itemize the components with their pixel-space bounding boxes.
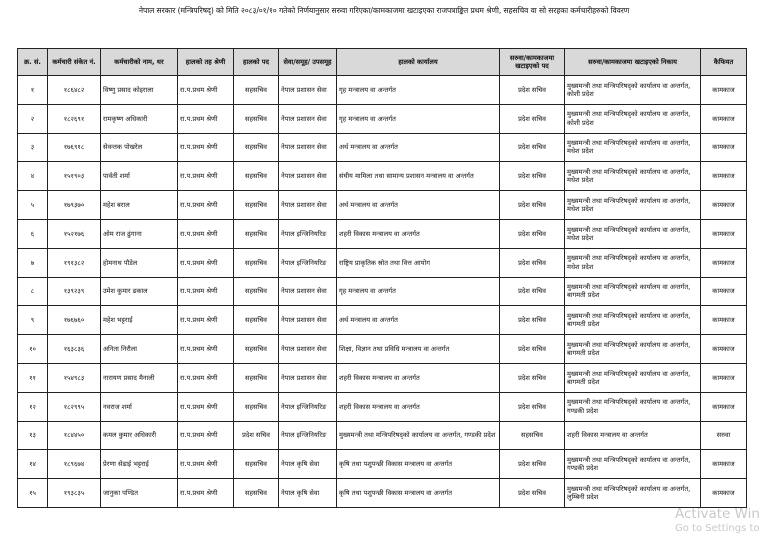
cell-level: रा.प.प्रथम श्रेणी [178,450,234,479]
cell-office: शिक्षा, विज्ञान तथा प्रविधि मन्त्रालय वा अन्तर्गत [337,335,500,364]
cell-code: १८४४५० [48,421,101,450]
cell-service: नेपाल कृषि सेवा [279,479,337,508]
cell-post: सहसचिव [234,392,279,421]
column-header-new-office: सरुवा/कामकाजमा खटाइएको निकाय [565,49,701,76]
cell-post: सहसचिव [234,363,279,392]
cell-sn: १२ [18,392,48,421]
cell-level: रा.प.प्रथम श्रेणी [178,104,234,133]
cell-office: राष्ट्रिय प्राकृतिक स्रोत तथा वित्त आयोग [337,248,500,277]
table-row [18,76,747,105]
cell-name: ओम राज ढुंगाना [101,219,178,248]
cell-new-post: प्रदेश सचिव [500,248,565,277]
cell-level: रा.प.प्रथम श्रेणी [178,133,234,162]
cell-remarks: कामकाज [701,219,747,248]
cell-office: शहरी विकास मन्त्रालय वा अन्तर्गत [337,392,500,421]
cell-post: सहसचिव [234,104,279,133]
cell-remarks: कामकाज [701,248,747,277]
cell-name: महेश बराल [101,191,178,220]
table-row [18,392,747,421]
cell-name: नारायण प्रसाद मैनाली [101,363,178,392]
cell-remarks: कामकाज [701,450,747,479]
cell-level: रा.प.प्रथम श्रेणी [178,421,234,450]
cell-new-post: प्रदेश सचिव [500,191,565,220]
cell-sn: ८ [18,277,48,306]
cell-service: नेपाल प्रशासन सेवा [279,76,337,105]
cell-sn: ११ [18,363,48,392]
cell-office: शहरी विकास मन्त्रालय वा अन्तर्गत [337,219,500,248]
cell-new-post: प्रदेश सचिव [500,479,565,508]
cell-remarks: कामकाज [701,392,747,421]
column-header-office: हालको कार्यालय [337,49,500,76]
table-row [18,162,747,191]
cell-code: १३९२३९ [48,277,101,306]
cell-code: १६३८३६ [48,335,101,364]
cell-name: होमनाथ पौडेल [101,248,178,277]
cell-new-post: प्रदेश सचिव [500,335,565,364]
cell-new-post: प्रदेश सचिव [500,76,565,105]
cell-office: कृषि तथा पशुपन्छी विकास मन्त्रालय वा अन्तर्गत [337,450,500,479]
cell-name: सेवन्तक पोखरेल [101,133,178,162]
cell-service: नेपाल इन्जिनियरिङ [279,248,337,277]
cell-new-post: प्रदेश सचिव [500,277,565,306]
cell-sn: १ [18,76,48,105]
employee-transfer-table [17,48,747,508]
cell-sn: ४ [18,162,48,191]
column-header-new-post: सरुवा/कामकाजमा खटाइएको पद [500,49,565,76]
cell-post: सहसचिव [234,76,279,105]
cell-post: सहसचिव [234,277,279,306]
table-row [18,421,747,450]
cell-new-post: प्रदेश सचिव [500,104,565,133]
cell-sn: ३ [18,133,48,162]
cell-remarks: कामकाज [701,363,747,392]
cell-level: रा.प.प्रथम श्रेणी [178,219,234,248]
column-header-code: कर्मचारी संकेत नं. [48,49,101,76]
cell-office: अर्थ मन्त्रालय वा अन्तर्गत [337,191,500,220]
cell-sn: १३ [18,421,48,450]
table-row [18,133,747,162]
cell-name: प्रेरणा सेढाई भट्टराई [101,450,178,479]
cell-post: सहसचिव [234,162,279,191]
cell-service: नेपाल प्रशासन सेवा [279,306,337,335]
cell-post: सहसचिव [234,479,279,508]
cell-name: अनिता निरौला [101,335,178,364]
table-body [18,76,747,508]
cell-post: सहसचिव [234,450,279,479]
cell-new-post: प्रदेश सचिव [500,450,565,479]
table-row [18,450,747,479]
cell-service: नेपाल प्रशासन सेवा [279,277,337,306]
cell-new-post: प्रदेश सचिव [500,392,565,421]
cell-remarks: कामकाज [701,76,747,105]
cell-remarks: कामकाज [701,479,747,508]
cell-post: सहसचिव [234,248,279,277]
cell-name: कमल कुमार अधिकारी [101,421,178,450]
cell-level: रा.प.प्रथम श्रेणी [178,162,234,191]
cell-service: नेपाल कृषि सेवा [279,450,337,479]
cell-sn: ७ [18,248,48,277]
column-header-name: कर्मचारीको नाम, थर [101,49,178,76]
cell-name: पार्वती शर्मा [101,162,178,191]
cell-new-post: प्रदेश सचिव [500,306,565,335]
cell-post: सहसचिव [234,219,279,248]
document-title: नेपाल सरकार (मन्त्रिपरिषद्) को मिति २०८३/०१/१० गतेको निर्णयानुसार सरुवा गरिएका/कामकाजमा खटाइएका राजपत्राङ्कित प्रथम श्रेणी, सहसचिव वा सो सरहका कर्मचारीहरुको विवरण [138,6,630,15]
table-row [18,479,747,508]
cell-new-post: सहसचिव [500,421,565,450]
cell-level: रा.प.प्रथम श्रेणी [178,335,234,364]
cell-code: १९३८३५ [48,479,101,508]
cell-new-office: मुख्यमन्त्री तथा मन्त्रिपरिषद्को कार्यालय वा अन्तर्गत, बागमती प्रदेश [565,363,701,392]
cell-level: रा.प.प्रथम श्रेणी [178,248,234,277]
cell-office: अर्थ मन्त्रालय वा अन्तर्गत [337,306,500,335]
cell-post: प्रदेश सचिव [234,421,279,450]
cell-remarks: कामकाज [701,133,747,162]
cell-office: संघीय मामिला तथा सामान्य प्रशासन मन्त्रालय वा अन्तर्गत [337,162,500,191]
activation-watermark [675,507,760,534]
cell-code: १८९६७४ [48,450,101,479]
cell-office: गृह मन्त्रालय वा अन्तर्गत [337,104,500,133]
cell-office: गृह मन्त्रालय वा अन्तर्गत [337,76,500,105]
table-row [18,219,747,248]
cell-remarks: कामकाज [701,306,747,335]
cell-service: नेपाल इन्जिनियरिङ [279,392,337,421]
cell-name: विष्णु प्रसाद कोइराला [101,76,178,105]
cell-code: १५४९८३ [48,363,101,392]
cell-remarks: कामकाज [701,277,747,306]
cell-service: नेपाल प्रशासन सेवा [279,104,337,133]
cell-code: १७६९१८ [48,133,101,162]
cell-service: नेपाल प्रशासन सेवा [279,191,337,220]
cell-level: रा.प.प्रथम श्रेणी [178,191,234,220]
cell-new-office: शहरी विकास मन्त्रालय वा अन्तर्गत [565,421,701,450]
cell-level: रा.प.प्रथम श्रेणी [178,392,234,421]
cell-service: नेपाल इन्जिनियरिङ [279,219,337,248]
table-row [18,363,747,392]
table-row [18,248,747,277]
cell-new-office: मुख्यमन्त्री तथा मन्त्रिपरिषद्को कार्यालय वा अन्तर्गत, गण्डकी प्रदेश [565,392,701,421]
cell-level: रा.प.प्रथम श्रेणी [178,306,234,335]
cell-code: १८६४८२ [48,76,101,105]
cell-new-office: मुख्यमन्त्री तथा मन्त्रिपरिषद्को कार्यालय वा अन्तर्गत, गण्डकी प्रदेश [565,450,701,479]
cell-sn: ६ [18,219,48,248]
cell-office: शहरी विकास मन्त्रालय वा अन्तर्गत [337,363,500,392]
cell-new-post: प्रदेश सचिव [500,133,565,162]
cell-sn: १० [18,335,48,364]
cell-new-post: प्रदेश सचिव [500,162,565,191]
cell-remarks: सरुवा [701,421,747,450]
cell-post: सहसचिव [234,191,279,220]
table-header-row [18,49,747,76]
cell-service: नेपाल प्रशासन सेवा [279,335,337,364]
table-row [18,277,747,306]
cell-remarks: कामकाज [701,335,747,364]
cell-sn: २ [18,104,48,133]
column-header-remarks: कैफियत [701,49,747,76]
cell-office: कृषि तथा पशुपन्छी विकास मन्त्रालय वा अन्तर्गत [337,479,500,508]
cell-new-post: प्रदेश सचिव [500,363,565,392]
cell-sn: १४ [18,450,48,479]
cell-service: नेपाल प्रशासन सेवा [279,363,337,392]
cell-remarks: कामकाज [701,162,747,191]
cell-new-office: मुख्यमन्त्री तथा मन्त्रिपरिषद्को कार्यालय वा अन्तर्गत, मधेश प्रदेश [565,248,701,277]
cell-new-office: मुख्यमन्त्री तथा मन्त्रिपरिषद्को कार्यालय वा अन्तर्गत, लुम्बिनी प्रदेश [565,479,701,508]
cell-new-office: मुख्यमन्त्री तथा मन्त्रिपरिषद्को कार्यालय वा अन्तर्गत, मधेश प्रदेश [565,162,701,191]
cell-level: रा.प.प्रथम श्रेणी [178,479,234,508]
cell-name: महेश भट्टराई [101,306,178,335]
cell-code: १८२६९१ [48,104,101,133]
cell-level: रा.प.प्रथम श्रेणी [178,76,234,105]
cell-new-office: मुख्यमन्त्री तथा मन्त्रिपरिषद्को कार्यालय वा अन्तर्गत, कोशी प्रदेश [565,104,701,133]
cell-remarks: कामकाज [701,104,747,133]
table-row [18,335,747,364]
column-header-post: हालको पद [234,49,279,76]
cell-code: १८२९९५ [48,392,101,421]
table-row [18,104,747,133]
cell-code: १७९३७० [48,191,101,220]
cell-sn: ५ [18,191,48,220]
cell-office: मुख्यमन्त्री तथा मन्त्रिपरिषद्को कार्यालय वा अन्तर्गत, गण्डकी प्रदेश [337,421,500,450]
watermark-line-1: Activate Win [675,505,760,522]
table-row [18,306,747,335]
cell-service: नेपाल इन्जिनियरिङ [279,421,337,450]
cell-remarks: कामकाज [701,191,747,220]
column-header-sn: क्र. सं. [18,49,48,76]
cell-new-office: मुख्यमन्त्री तथा मन्त्रिपरिषद्को कार्यालय वा अन्तर्गत, मधेश प्रदेश [565,191,701,220]
cell-new-office: मुख्यमन्त्री तथा मन्त्रिपरिषद्को कार्यालय वा अन्तर्गत, कोशी प्रदेश [565,76,701,105]
cell-new-office: मुख्यमन्त्री तथा मन्त्रिपरिषद्को कार्यालय वा अन्तर्गत, बागमती प्रदेश [565,306,701,335]
cell-post: सहसचिव [234,133,279,162]
cell-office: गृह मन्त्रालय वा अन्तर्गत [337,277,500,306]
cell-new-office: मुख्यमन्त्री तथा मन्त्रिपरिषद्को कार्यालय वा अन्तर्गत, बागमती प्रदेश [565,335,701,364]
table-row [18,191,747,220]
cell-code: १७६७६० [48,306,101,335]
cell-level: रा.प.प्रथम श्रेणी [178,363,234,392]
cell-post: सहसचिव [234,335,279,364]
cell-code: १९१३८२ [48,248,101,277]
cell-name: नवराज शर्मा [101,392,178,421]
cell-service: नेपाल प्रशासन सेवा [279,162,337,191]
cell-sn: १५ [18,479,48,508]
cell-service: नेपाल प्रशासन सेवा [279,133,337,162]
watermark-line-2: Go to Settings to [675,522,760,534]
cell-sn: ९ [18,306,48,335]
cell-office: अर्थ मन्त्रालय वा अन्तर्गत [337,133,500,162]
cell-new-post: प्रदेश सचिव [500,219,565,248]
cell-name: जानुका पण्डित [101,479,178,508]
cell-new-office: मुख्यमन्त्री तथा मन्त्रिपरिषद्को कार्यालय वा अन्तर्गत, बागमती प्रदेश [565,277,701,306]
cell-name: उमेश कुमार ढकाल [101,277,178,306]
cell-code: १५२१७६ [48,219,101,248]
cell-new-office: मुख्यमन्त्री तथा मन्त्रिपरिषद्को कार्यालय वा अन्तर्गत, मधेश प्रदेश [565,219,701,248]
column-header-level: हालको तह श्रेणी [178,49,234,76]
cell-name: रामकृष्ण अधिकारी [101,104,178,133]
cell-level: रा.प.प्रथम श्रेणी [178,277,234,306]
column-header-service: सेवा/समूह/ उपसमूह [279,49,337,76]
cell-code: १५१९०३ [48,162,101,191]
cell-new-office: मुख्यमन्त्री तथा मन्त्रिपरिषद्को कार्यालय वा अन्तर्गत, मधेश प्रदेश [565,133,701,162]
cell-post: सहसचिव [234,306,279,335]
